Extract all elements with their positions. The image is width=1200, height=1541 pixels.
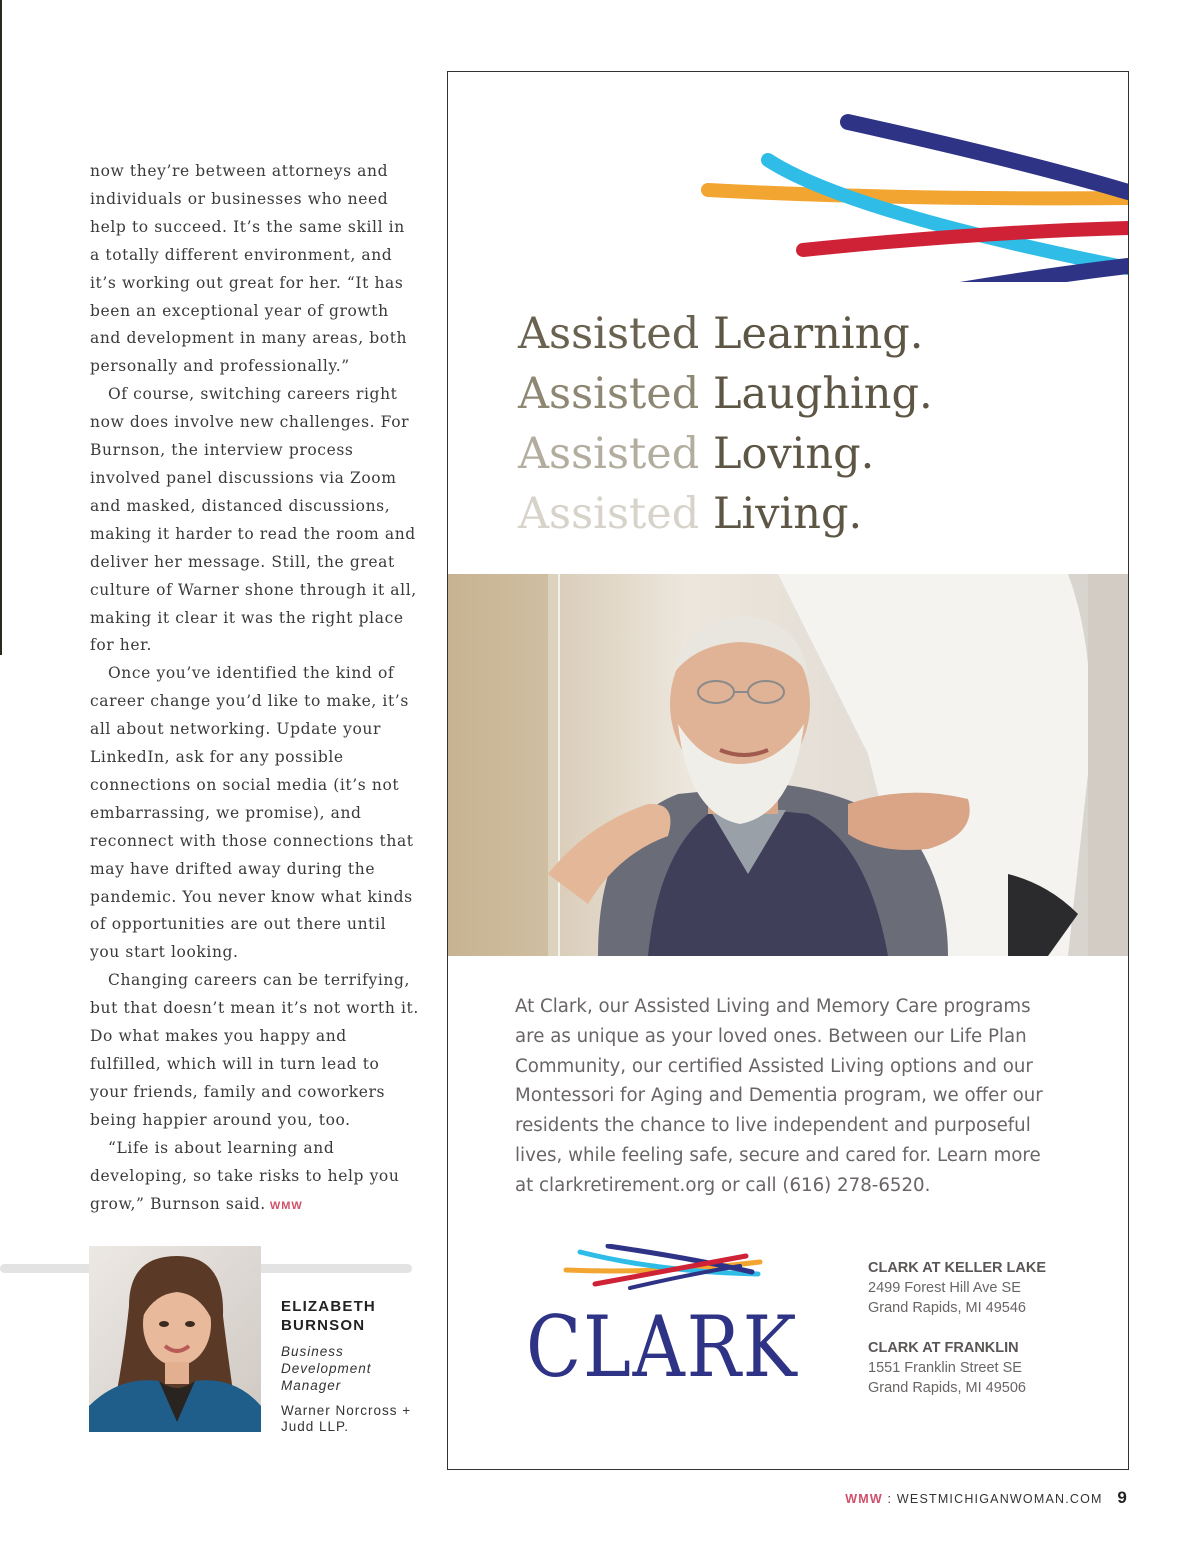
clark-logo-text: CLARK (526, 1298, 799, 1396)
footer-brand: WMW (845, 1492, 883, 1506)
headline-word: Learning. (712, 309, 924, 359)
page-number: 9 (1117, 1488, 1128, 1507)
author-photo (89, 1246, 261, 1432)
article-paragraph: now they’re between attorneys and individuals or businesses who need help to succeed. It’s the same skill in a totally different environment, and it’s working out great for her. “It has been an exceptional year of growth and development in many areas, both personally and professionally.” (90, 162, 408, 376)
footer-site: WESTMICHIGANWOMAN.COM (896, 1492, 1103, 1506)
article-paragraph: Changing careers can be terrifying, but that doesn’t mean it’s not worth it. Do what makes you happy and fulfilled, which will in turn lead to your friends, family and coworkers being happier around you, too. (90, 971, 419, 1129)
page-footer (845, 1488, 1128, 1508)
headline-lead-word: Assisted (518, 429, 700, 479)
article-paragraph: Once you’ve identified the kind of career change you’d like to make, it’s all about networking. Update your LinkedIn, ask for any possible connections on social media (it’s not embarrassing, we promise), and reconnect with those connections that may have drifted away during the pandemic. You never know what kinds of opportunities are out there until you start looking. (90, 664, 414, 962)
page-edge-bar (0, 0, 2, 655)
ad-headline (518, 304, 933, 544)
location-street: 1551 Franklin Street SE (868, 1360, 1022, 1376)
headline-line (518, 484, 933, 544)
headline-lead-word: Assisted (518, 309, 700, 359)
headline-word: Loving. (712, 429, 875, 479)
location-franklin (868, 1338, 1026, 1398)
headline-lead-word: Assisted (518, 489, 700, 539)
swoosh-graphic (698, 102, 1128, 282)
article-column (90, 158, 420, 1220)
end-mark: WMW (269, 1199, 303, 1212)
footer-separator: : (887, 1492, 893, 1506)
location-street: 2499 Forest Hill Ave SE (868, 1280, 1021, 1296)
headline-word: Laughing. (712, 369, 933, 419)
location-city: Grand Rapids, MI 49546 (868, 1300, 1026, 1316)
headline-lead-word: Assisted (518, 369, 700, 419)
ad-body-copy: At Clark, our Assisted Living and Memory Care programs are as unique as your loved ones. Between our Life Plan Community, our certified Assisted Living options and our Montessori for Aging and Dementia program, we offer our residents the chance to live independent and purposeful lives, while feeling safe, secure and cared for. Learn more at clarkretirement.org or call (616) 278-6520. (515, 996, 1043, 1196)
location-name: CLARK AT KELLER LAKE (868, 1260, 1047, 1276)
article-paragraph (90, 1135, 420, 1221)
author-name: ELIZABETH BURNSON (281, 1298, 376, 1334)
location-keller-lake (868, 1258, 1046, 1318)
author-company: Warner Norcross + Judd LLP. (281, 1403, 412, 1434)
location-city: Grand Rapids, MI 49506 (868, 1380, 1026, 1396)
headline-word: Living. (712, 489, 863, 539)
headline-line (518, 424, 933, 484)
article-closing-text: “Life is about learning and developing, so take risks to help you grow,” Burnson said. (90, 1138, 400, 1213)
senior-caregiver-photo (448, 574, 1128, 956)
location-name: CLARK AT FRANKLIN (868, 1340, 1019, 1356)
author-title: Business Development Manager (281, 1344, 372, 1393)
article-paragraph: Of course, switching careers right now does involve new challenges. For Burnson, the interview process involved panel discussions via Zoom and masked, distanced discussions, making it harder to read the room and deliver her message. Still, the great culture of Warner shone through it all, making it clear it was the right place for her. (90, 385, 417, 655)
headline-line (518, 364, 933, 424)
headline-line (518, 304, 933, 364)
clark-advertisement (447, 71, 1129, 1470)
